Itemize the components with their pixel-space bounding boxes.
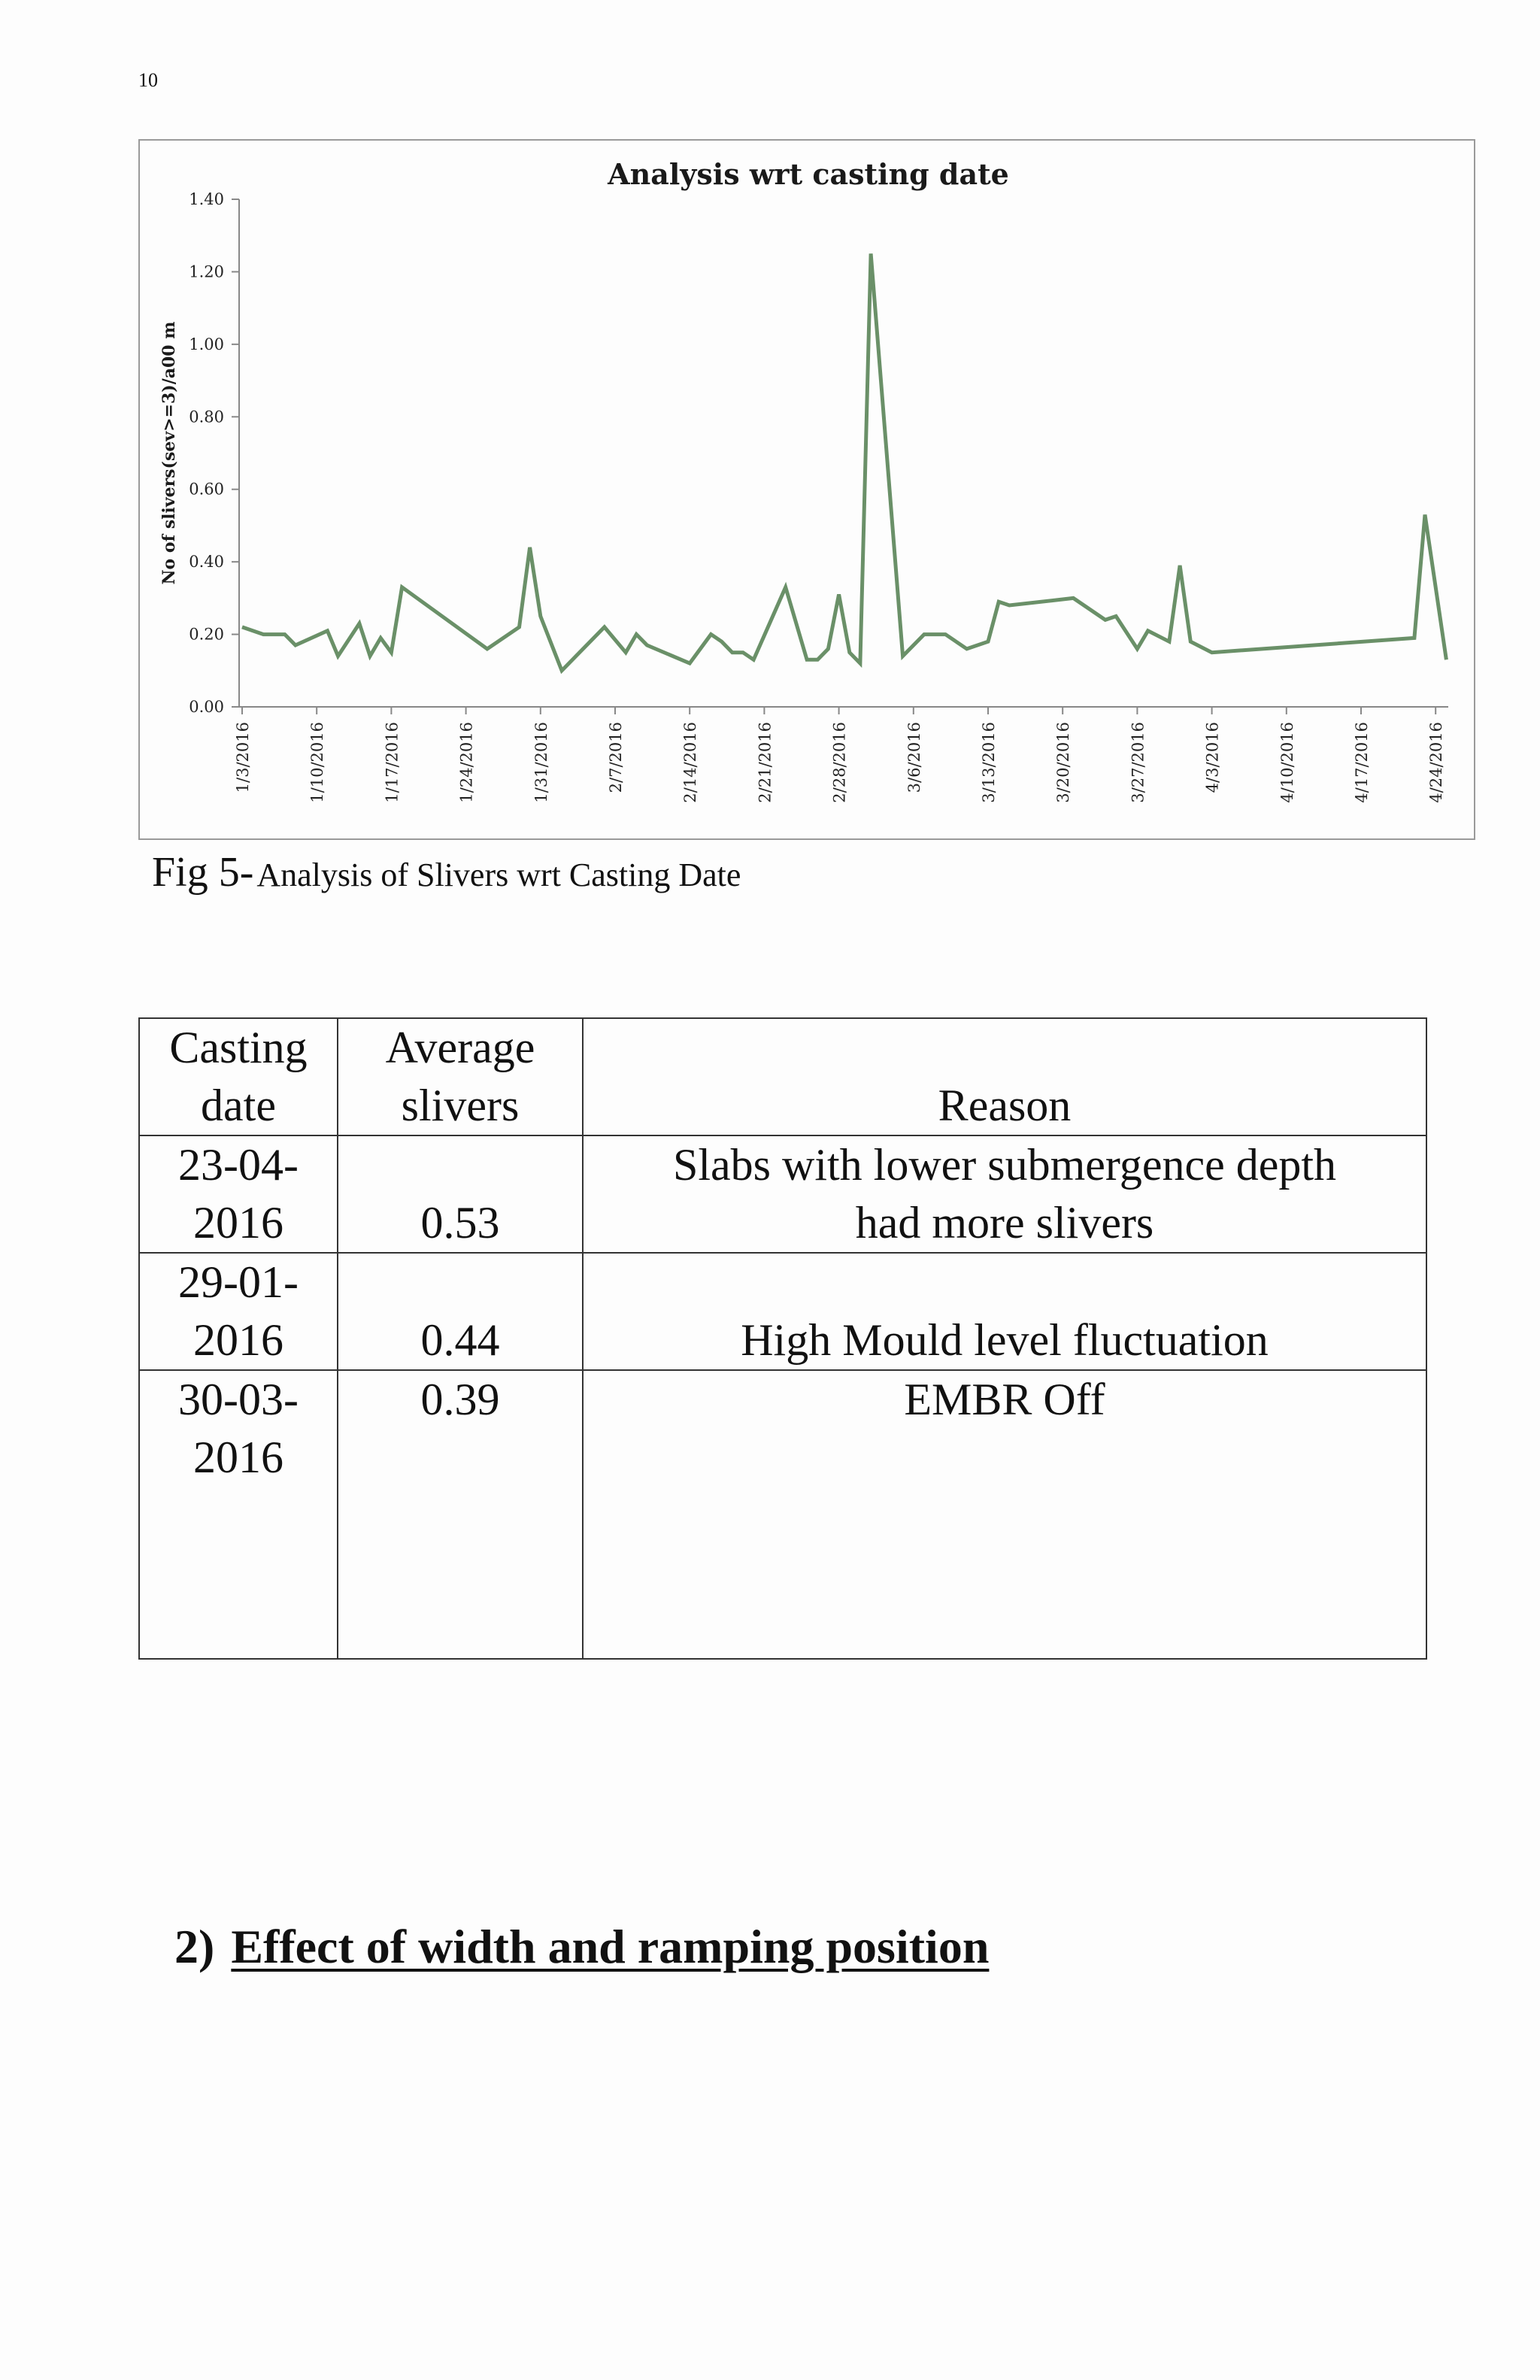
y-tick-label: 1.40 [189, 190, 224, 208]
y-tick-label: 1.00 [189, 335, 224, 353]
cell-date: 29-01- 2016 [139, 1253, 338, 1370]
header-average-slivers: Average slivers [338, 1018, 583, 1135]
y-tick-label: 1.20 [189, 262, 224, 281]
table-row [139, 1135, 1426, 1253]
line-chart [140, 141, 1477, 841]
cell-date: 30-03- 2016 [139, 1370, 338, 1659]
x-tick-label: 4/24/2016 [1427, 722, 1446, 803]
cell-average: 0.39 [338, 1370, 583, 1659]
table-row [139, 1253, 1426, 1370]
x-tick-label: 1/24/2016 [457, 722, 476, 803]
header-casting-date: Casting date [139, 1018, 338, 1135]
x-tick-label: 3/27/2016 [1129, 722, 1147, 803]
y-tick-label: 0.80 [189, 408, 224, 426]
cell-average: 0.53 [338, 1135, 583, 1253]
x-tick-label: 1/10/2016 [308, 722, 327, 803]
x-tick-label: 4/17/2016 [1353, 722, 1371, 803]
figure-caption [152, 848, 741, 896]
section-heading [174, 1919, 989, 1975]
x-tick-label: 1/3/2016 [234, 722, 252, 793]
section-title: Effect of width and ramping position [231, 1920, 990, 1973]
y-tick-label: 0.60 [189, 480, 224, 499]
x-tick-label: 2/14/2016 [681, 722, 700, 803]
chart-title: Analysis wrt casting date [608, 157, 1009, 191]
y-tick-label: 0.00 [189, 698, 224, 716]
header-reason: Reason [583, 1018, 1426, 1135]
x-tick-label: 1/31/2016 [532, 722, 550, 803]
cell-reason: EMBR Off [583, 1370, 1426, 1659]
series-line [242, 253, 1446, 671]
chart-frame [138, 139, 1475, 840]
page-number: 10 [138, 69, 158, 91]
x-tick-label: 3/6/2016 [905, 722, 923, 793]
findings-table [138, 1017, 1427, 1660]
x-tick-label: 2/7/2016 [607, 722, 625, 793]
figure-caption-text: Analysis of Slivers wrt Casting Date [256, 856, 741, 893]
figure-caption-lead: Fig 5- [152, 849, 254, 896]
x-tick-label: 2/28/2016 [830, 722, 849, 803]
cell-average: 0.44 [338, 1253, 583, 1370]
x-tick-label: 1/17/2016 [383, 722, 402, 803]
x-tick-label: 4/10/2016 [1278, 722, 1296, 803]
x-tick-label: 3/20/2016 [1054, 722, 1073, 803]
table-header-row [139, 1018, 1426, 1135]
x-tick-label: 2/21/2016 [756, 722, 775, 803]
y-tick-label: 0.40 [189, 553, 224, 572]
cell-reason: Slabs with lower submergence depth had more slivers [583, 1135, 1426, 1253]
section-number: 2) [174, 1920, 215, 1973]
x-tick-label: 4/3/2016 [1203, 722, 1222, 793]
table-row [139, 1370, 1426, 1659]
y-axis-label: No of slivers(sev>=3)/a00 m [159, 321, 179, 585]
x-tick-label: 3/13/2016 [980, 722, 998, 803]
cell-date: 23-04- 2016 [139, 1135, 338, 1253]
cell-reason: High Mould level fluctuation [583, 1253, 1426, 1370]
y-tick-label: 0.20 [189, 625, 224, 644]
